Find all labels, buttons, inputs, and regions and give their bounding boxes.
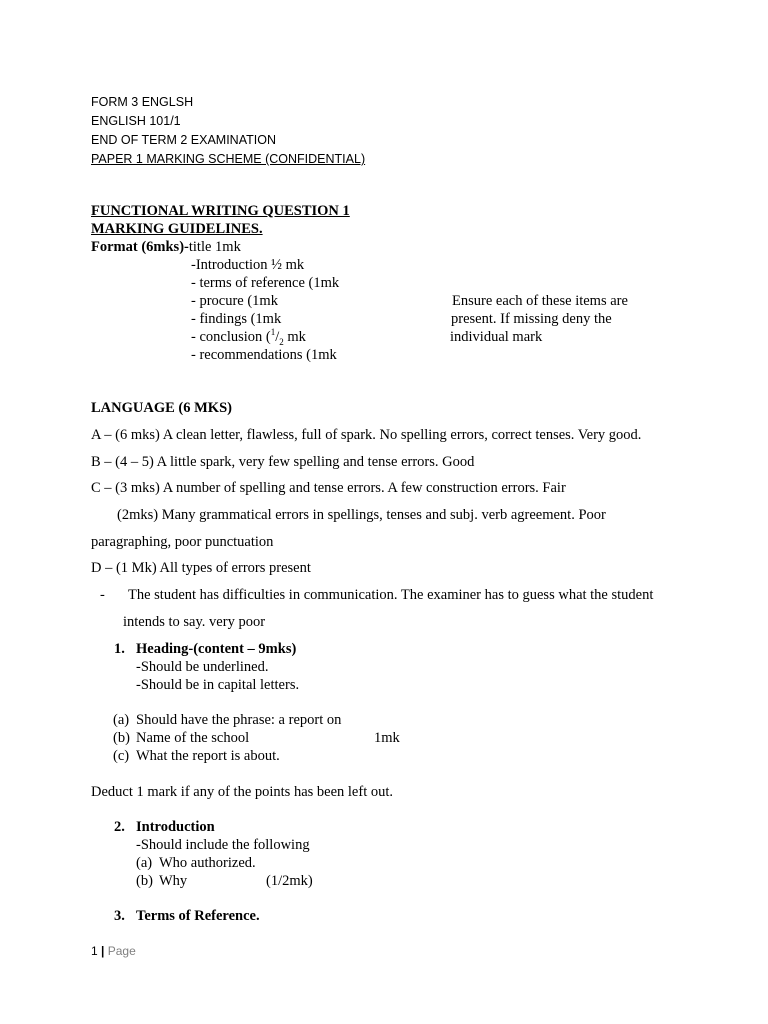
language-grade-a: A – (6 mks) A clean letter, flawless, full of spark. No spelling errors, correct tenses. Very good. <box>91 427 642 443</box>
heading-list-mark: 1mk <box>374 730 400 746</box>
footer-page-label: Page <box>107 944 136 958</box>
format-first-item: title 1mk <box>188 239 241 255</box>
section-terms-number: 3. <box>114 908 125 924</box>
section-heading-number: 1. <box>114 641 125 657</box>
language-grade-d: D – (1 Mk) All types of errors present <box>91 560 311 576</box>
language-dash-line2: intends to say. very poor <box>123 614 266 630</box>
section-intro-number: 2. <box>114 819 125 835</box>
header-line-exam: END OF TERM 2 EXAMINATION <box>91 133 276 147</box>
header-line-paper: PAPER 1 MARKING SCHEME (CONFIDENTIAL) <box>91 152 366 166</box>
format-note-line3: individual mark <box>450 329 543 345</box>
header-line-subject: ENGLISH 101/1 <box>91 114 181 128</box>
heading-list-marker-b: (b) <box>113 730 130 746</box>
intro-list-item-a: Who authorized. <box>159 855 256 871</box>
functional-subtitle: MARKING GUIDELINES. <box>91 221 263 237</box>
intro-list-mark: (1/2mk) <box>266 873 313 889</box>
section-terms-title: Terms of Reference. <box>136 908 260 924</box>
format-item-introduction: -Introduction ½ mk <box>191 257 305 273</box>
language-grade-c-2mks: (2mks) Many grammatical errors in spellings, tenses and subj. verb agreement. Poor <box>117 507 606 523</box>
intro-list-item-b: Why <box>159 873 188 889</box>
footer-page-number: 1 <box>91 944 98 958</box>
intro-list-marker-b: (b) <box>136 873 153 889</box>
page-footer <box>91 945 136 957</box>
format-item-findings: - findings (1mk <box>191 311 282 327</box>
section-heading-title: Heading-(content – 9mks) <box>136 641 297 657</box>
heading-list-item-b: Name of the school <box>136 730 250 746</box>
heading-rule-underlined: -Should be underlined. <box>136 659 269 675</box>
language-grade-b: B – (4 – 5) A little spark, very few spelling and tense errors. Good <box>91 454 475 470</box>
format-line <box>91 240 241 255</box>
heading-list-marker-a: (a) <box>113 712 130 728</box>
heading-deduct-note: Deduct 1 mark if any of the points has been left out. <box>91 784 394 800</box>
header-line-form: FORM 3 ENGLSH <box>91 95 194 109</box>
heading-list-marker-c: (c) <box>113 748 130 764</box>
functional-title: FUNCTIONAL WRITING QUESTION 1 <box>91 203 350 219</box>
format-item-procure: - procure (1mk <box>191 293 278 309</box>
format-label: Format (6mks)- <box>91 239 189 255</box>
language-title: LANGUAGE (6 MKS) <box>91 400 232 416</box>
heading-rule-capital: -Should be in capital letters. <box>136 677 300 693</box>
language-grade-c-cont: paragraphing, poor punctuation <box>91 534 274 550</box>
format-note-line1: Ensure each of these items are <box>452 293 628 309</box>
format-note-line2: present. If missing deny the <box>451 311 612 327</box>
footer-separator: | <box>101 944 105 958</box>
heading-list-item-c: What the report is about. <box>136 748 280 764</box>
intro-instruction: -Should include the following <box>136 837 310 853</box>
language-grade-c: C – (3 mks) A number of spelling and tense errors. A few construction errors. Fair <box>91 480 566 496</box>
section-intro-title: Introduction <box>136 819 215 835</box>
format-item-conclusion: - conclusion ($^1/_2$ mk <box>191 327 306 347</box>
language-dash-marker: - <box>100 587 105 603</box>
format-item-terms: - terms of reference (1mk <box>191 275 340 291</box>
intro-list-marker-a: (a) <box>136 855 153 871</box>
format-item-recommendations: - recommendations (1mk <box>191 347 337 363</box>
language-dash-line1: The student has difficulties in communication. The examiner has to guess what the student <box>128 587 654 603</box>
heading-list-item-a: Should have the phrase: a report on <box>136 712 342 728</box>
